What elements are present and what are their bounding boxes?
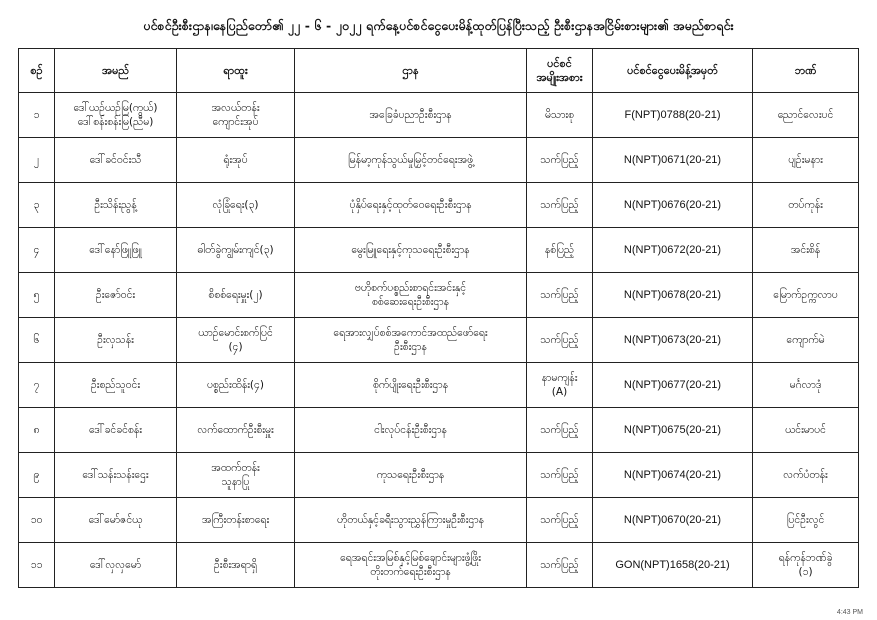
table-row — [19, 543, 859, 588]
order-number-cell: N(NPT)0676(20-21) — [593, 183, 753, 228]
row-number: ၁၁ — [19, 543, 55, 588]
bank-cell: ကျောက်မဲ — [753, 318, 859, 363]
header-name: အမည် — [55, 49, 177, 93]
order-number-cell: N(NPT)0671(20-21) — [593, 138, 753, 183]
name-cell: ဒေါ်ယဉ်ယဉ်မြ(ကွယ်) ဒေါ်စန်းစန်းမြ(ညီမ) — [55, 93, 177, 138]
department-cell: ပုံနှိပ်ရေးနှင့်ထုတ်ဝေရေးဦးစီးဌာန — [295, 183, 527, 228]
row-number: ၈ — [19, 408, 55, 453]
order-number-cell: N(NPT)0677(20-21) — [593, 363, 753, 408]
bank-cell: ပျဉ်းမနား — [753, 138, 859, 183]
pension-type-cell: သက်ပြည့် — [527, 273, 593, 318]
pension-type-cell: သက်ပြည့် — [527, 138, 593, 183]
name-cell: ဦးစည်သူဝင်း — [55, 363, 177, 408]
order-number-cell: F(NPT)0788(20-21) — [593, 93, 753, 138]
table-row — [19, 93, 859, 138]
pension-type-cell: မိသားစု — [527, 93, 593, 138]
header-order-number: ပင်စင်ငွေပေးမိန့်အမှတ် — [593, 49, 753, 93]
bank-cell: တပ်ကုန်း — [753, 183, 859, 228]
name-cell: ဒေါ်မော်ဇင်ယု — [55, 498, 177, 543]
pension-type-cell: နစ်ပြည့် — [527, 228, 593, 273]
department-cell: အခြေခံပညာဦးစီးဌာန — [295, 93, 527, 138]
pension-type-cell: သက်ပြည့် — [527, 453, 593, 498]
position-cell: လုံခြုံရေး(၃) — [177, 183, 295, 228]
name-cell: ဒေါ်နော်ဖြူဖြူ — [55, 228, 177, 273]
order-number-cell: N(NPT)0673(20-21) — [593, 318, 753, 363]
order-number-cell: N(NPT)0670(20-21) — [593, 498, 753, 543]
header-bank: ဘဏ် — [753, 49, 859, 93]
name-cell: ဒေါ်ခင်ဝင်းသီ — [55, 138, 177, 183]
department-cell: ငါးလုပ်ငန်းဦးစီးဌာန — [295, 408, 527, 453]
department-cell: မြန်မာ့ကုန်သွယ်မှုမြှင့်တင်ရေးအဖွဲ့ — [295, 138, 527, 183]
row-number: ၁ — [19, 93, 55, 138]
timestamp: 4:43 PM — [836, 609, 863, 616]
pension-type-cell: သက်ပြည့် — [527, 408, 593, 453]
table-row — [19, 228, 859, 273]
department-cell: ဗဟိုစက်ပစ္စည်းစာရင်းအင်းနှင့် စစ်ဆေးရေးဦးစီးဌာန — [295, 273, 527, 318]
row-number: ၁၀ — [19, 498, 55, 543]
pension-table — [18, 48, 859, 588]
bank-cell: ယင်းမာပင် — [753, 408, 859, 453]
position-cell: ပစ္စည်းထိန်း(၄) — [177, 363, 295, 408]
position-cell: ဓါတ်ခွဲကျွမ်းကျင်(၃) — [177, 228, 295, 273]
pension-type-cell: သက်ပြည့် — [527, 543, 593, 588]
name-cell: ဒေါ်သန်းသန်းဌေး — [55, 453, 177, 498]
pension-type-cell: သက်ပြည့် — [527, 318, 593, 363]
page-title: ပင်စင်ဦးစီးဌာန၊နေပြည်တော်၏ ၂၂ - ၆ - ၂၀၂၂ ရက်နေ့ပင်စင်ငွေပေးမိန့်ထုတ်ပြန်ပြီးသည့် ဦးစီးဌာနအငြိမ်းစားများ၏ အမည်စာရင်း — [143, 18, 734, 33]
table-row — [19, 453, 859, 498]
department-cell: ကုသရေးဦးစီးဌာန — [295, 453, 527, 498]
table-row — [19, 408, 859, 453]
position-cell: စိစစ်ရေးမှူး(၂) — [177, 273, 295, 318]
position-cell: ဦးစီးအရာရှိ — [177, 543, 295, 588]
department-cell: ဟိုတယ်နှင့်ခရီးသွားညွှန်ကြားမှုဦးစီးဌာန — [295, 498, 527, 543]
bank-cell: ညောင်လေးပင် — [753, 93, 859, 138]
bank-cell: ရန်ကုန်ဘဏ်ခွဲ (၁) — [753, 543, 859, 588]
bank-cell: လက်ပံတန်း — [753, 453, 859, 498]
header-position: ရာထူး — [177, 49, 295, 93]
bank-cell: ပြင်ဦးလွင် — [753, 498, 859, 543]
name-cell: ဒေါ်လှလှမော် — [55, 543, 177, 588]
header-no: စဉ် — [19, 49, 55, 93]
bank-cell: အင်းစိန် — [753, 228, 859, 273]
row-number: ၅ — [19, 273, 55, 318]
department-cell: ရေအားလျှပ်စစ်အကောင်အထည်ဖော်ရေး ဦးစီးဌာန — [295, 318, 527, 363]
header-pension-type: ပင်စင် အမျိုးအစား — [527, 49, 593, 93]
position-cell: အလယ်တန်း ကျောင်းအုပ် — [177, 93, 295, 138]
table-row — [19, 183, 859, 228]
position-cell: အကြီးတန်းစာရေး — [177, 498, 295, 543]
order-number-cell: GON(NPT)1658(20-21) — [593, 543, 753, 588]
position-cell: ယာဉ်မောင်းစက်ပြင် (၄) — [177, 318, 295, 363]
order-number-cell: N(NPT)0675(20-21) — [593, 408, 753, 453]
position-cell: လက်ထောက်ဦးစီးမှူး — [177, 408, 295, 453]
order-number-cell: N(NPT)0672(20-21) — [593, 228, 753, 273]
position-cell: ရုံးအုပ် — [177, 138, 295, 183]
row-number: ၄ — [19, 228, 55, 273]
row-number: ၃ — [19, 183, 55, 228]
name-cell: ဦးသိန်းညွန့် — [55, 183, 177, 228]
table-row — [19, 273, 859, 318]
pension-type-cell: နာမကျန်း (A) — [527, 363, 593, 408]
table-row — [19, 498, 859, 543]
pension-type-cell: သက်ပြည့် — [527, 498, 593, 543]
row-number: ၆ — [19, 318, 55, 363]
row-number: ၇ — [19, 363, 55, 408]
order-number-cell: N(NPT)0678(20-21) — [593, 273, 753, 318]
header-department: ဌာန — [295, 49, 527, 93]
row-number: ၉ — [19, 453, 55, 498]
department-cell: ရေအရင်းအမြစ်နှင့်မြစ်ချောင်းများဖွံ့ဖြိုး တိုးတက်ရေးဦးစီးဌာန — [295, 543, 527, 588]
table-header-row — [19, 49, 859, 93]
row-number: ၂ — [19, 138, 55, 183]
order-number-cell: N(NPT)0674(20-21) — [593, 453, 753, 498]
name-cell: ဦးဇော်ဝင်း — [55, 273, 177, 318]
position-cell: အထက်တန်း သူနာပြု — [177, 453, 295, 498]
department-cell: မွေးမြူရေးနှင့်ကုသရေးဦးစီးဌာန — [295, 228, 527, 273]
name-cell: ဦးလှသန်း — [55, 318, 177, 363]
table-row — [19, 363, 859, 408]
bank-cell: မြောက်ဥက္ကလာပ — [753, 273, 859, 318]
name-cell: ဒေါ်ခင်ခင်စန်း — [55, 408, 177, 453]
table-row — [19, 318, 859, 363]
table-row — [19, 138, 859, 183]
pension-type-cell: သက်ပြည့် — [527, 183, 593, 228]
department-cell: စိုက်ပျိုးရေးဦးစီးဌာန — [295, 363, 527, 408]
bank-cell: မင်္ဂလာဒုံ — [753, 363, 859, 408]
